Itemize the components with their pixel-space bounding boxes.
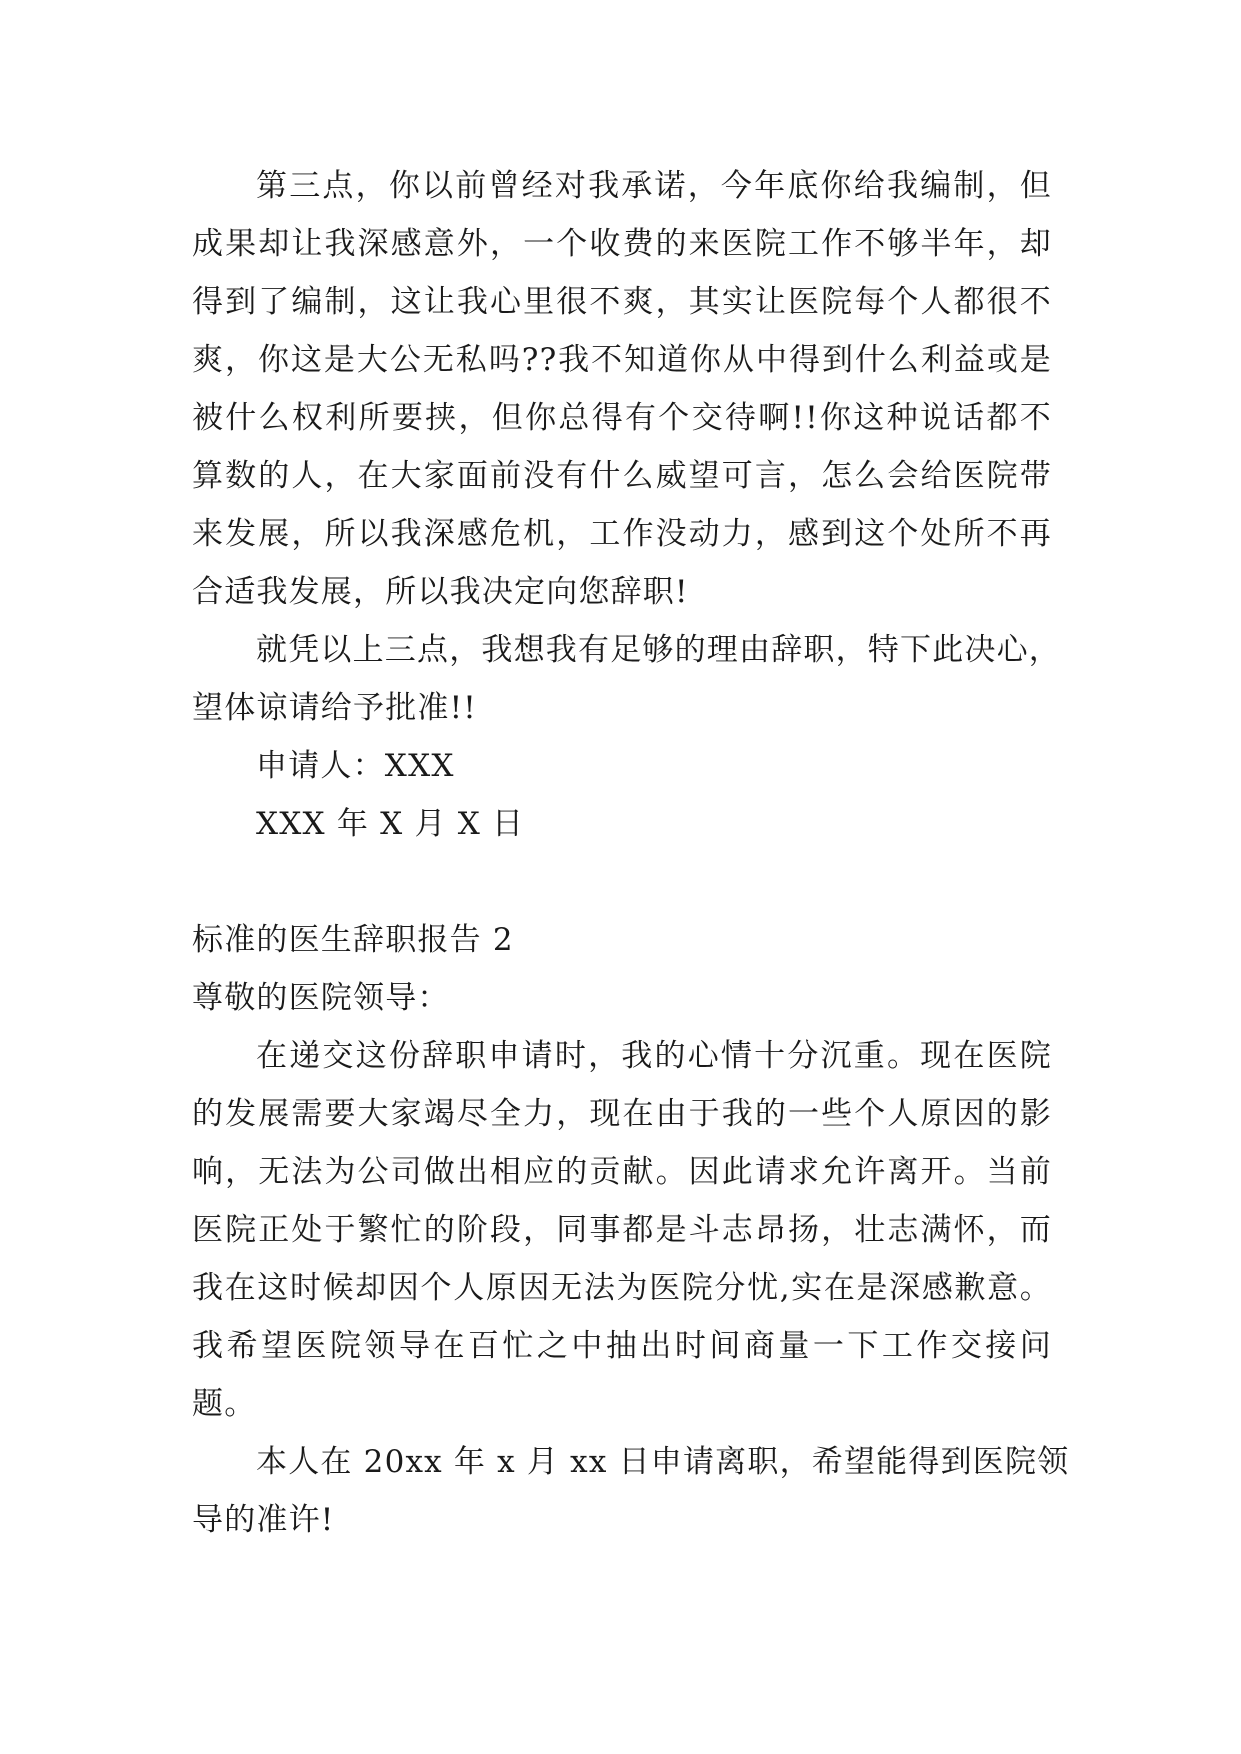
paragraph-line: 题。 [192,1386,257,1422]
conclusion-line: 望体谅请给予批准!! [192,690,477,726]
paragraph-line: 被什么权利所要挟，但你总得有个交待啊!!你这种说话都不 [192,400,1052,436]
paragraph-line: 得到了编制，这让我心里很不爽，其实让医院每个人都很不 [192,284,1052,320]
paragraph-line: 第三点，你以前曾经对我承诺，今年底你给我编制，但 [256,168,1052,204]
paragraph-line: 来发展，所以我深感危机，工作没动力，感到这个处所不再 [192,516,1052,552]
paragraph-line: 算数的人，在大家面前没有什么威望可言，怎么会给医院带 [192,458,1052,494]
paragraph-line: 的发展需要大家竭尽全力，现在由于我的一些个人原因的影 [192,1096,1052,1132]
salutation: 尊敬的医院领导： [192,980,450,1016]
applicant-signature: 申请人：XXX [256,748,455,784]
paragraph-line: 爽，你这是大公无私吗??我不知道你从中得到什么利益或是 [192,342,1052,378]
paragraph-line: 成果却让我深感意外，一个收费的来医院工作不够半年，却 [192,226,1052,262]
paragraph-line: 医院正处于繁忙的阶段，同事都是斗志昂扬，壮志满怀，而 [192,1212,1052,1248]
signature-date: XXX 年 X 月 X 日 [256,806,525,842]
paragraph-line: 响，无法为公司做出相应的贡献。因此请求允许离开。当前 [192,1154,1052,1190]
paragraph-line: 合适我发展，所以我决定向您辞职! [192,574,689,610]
conclusion-line: 就凭以上三点，我想我有足够的理由辞职，特下此决心， [256,632,1061,668]
paragraph-line: 我希望医院领导在百忙之中抽出时间商量一下工作交接问 [192,1328,1052,1364]
paragraph-line: 本人在 20xx 年 x 月 xx 日申请离职，希望能得到医院领 [256,1444,1070,1480]
section-title: 标准的医生辞职报告 2 [192,922,514,958]
paragraph-line: 导的准许! [192,1502,335,1538]
paragraph-line: 我在这时候却因个人原因无法为医院分忧,实在是深感歉意。 [192,1270,1052,1306]
paragraph-line: 在递交这份辞职申请时，我的心情十分沉重。现在医院 [256,1038,1052,1074]
